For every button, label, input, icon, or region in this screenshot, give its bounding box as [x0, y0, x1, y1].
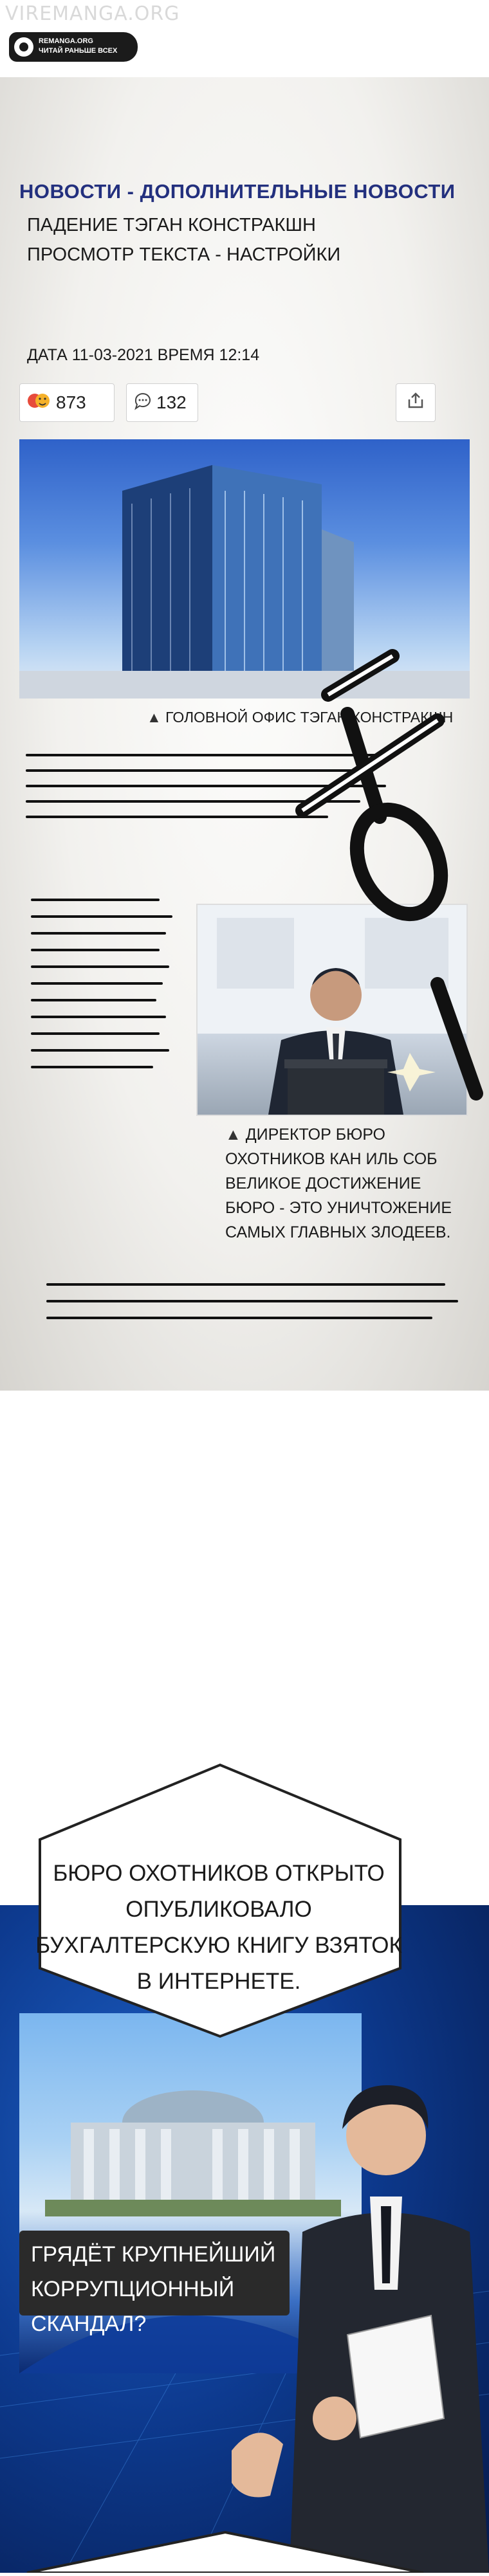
- reactions-button[interactable]: [19, 383, 115, 422]
- reactions-count: 873: [56, 392, 86, 412]
- reaction-emoji-icon: [26, 390, 52, 416]
- logo-site-name: REMANGA.ORG: [39, 37, 93, 45]
- share-icon: [405, 390, 426, 416]
- photo-caption: ▲ ГОЛОВНОЙ ОФИС ТЭГАН КОНСТРАКШН: [147, 709, 453, 726]
- news-date: ДАТА 11-03-2021 ВРЕМЯ 12:14: [27, 346, 260, 364]
- sound-effect-lettering: [290, 643, 489, 1106]
- comment-bubble-icon: [133, 391, 152, 415]
- comments-button[interactable]: [126, 383, 198, 422]
- logo-mark-icon: [14, 37, 33, 57]
- site-watermark: VIREMANGA.ORG: [5, 3, 180, 25]
- logo-tagline: ЧИТАЙ РАНЬШЕ ВСЕХ: [39, 47, 118, 55]
- bottom-speech-bubble-edge: [26, 2531, 425, 2573]
- news-title: НОВОСТИ - ДОПОЛНИТЕЛЬНЫЕ НОВОСТИ: [19, 180, 456, 203]
- scribbled-text-block-2: [31, 891, 179, 1082]
- caption-box-text: ГРЯДЁТ КРУПНЕЙШИЙ КОРРУПЦИОННЫЙ СКАНДАЛ?: [31, 2242, 276, 2336]
- comments-count: 132: [156, 392, 187, 412]
- news-subtitle-1: ПАДЕНИЕ ТЭГАН КОНСТРАКШН: [27, 215, 316, 235]
- news-subtitle-2: ПРОСМОТР ТЕКСТА - НАСТРОЙКИ: [27, 244, 341, 265]
- director-caption: ▲ ДИРЕКТОР БЮРО ОХОТНИКОВ КАН ИЛЬ СОБ ВЕЛИКОЕ ДОСТИЖЕНИЕ БЮРО - ЭТО УНИЧТОЖЕНИЕ САМЫХ ГЛАВНЫХ ЗЛОДЕЕВ.: [225, 1122, 463, 1245]
- scribbled-text-block-3: [46, 1277, 458, 1333]
- share-button[interactable]: [396, 383, 436, 422]
- speech-bubble-text: БЮРО ОХОТНИКОВ ОТКРЫТО ОПУБЛИКОВАЛО БУХГАЛТЕРСКУЮ КНИГУ ВЗЯТОК В ИНТЕРНЕТЕ.: [35, 1861, 402, 1994]
